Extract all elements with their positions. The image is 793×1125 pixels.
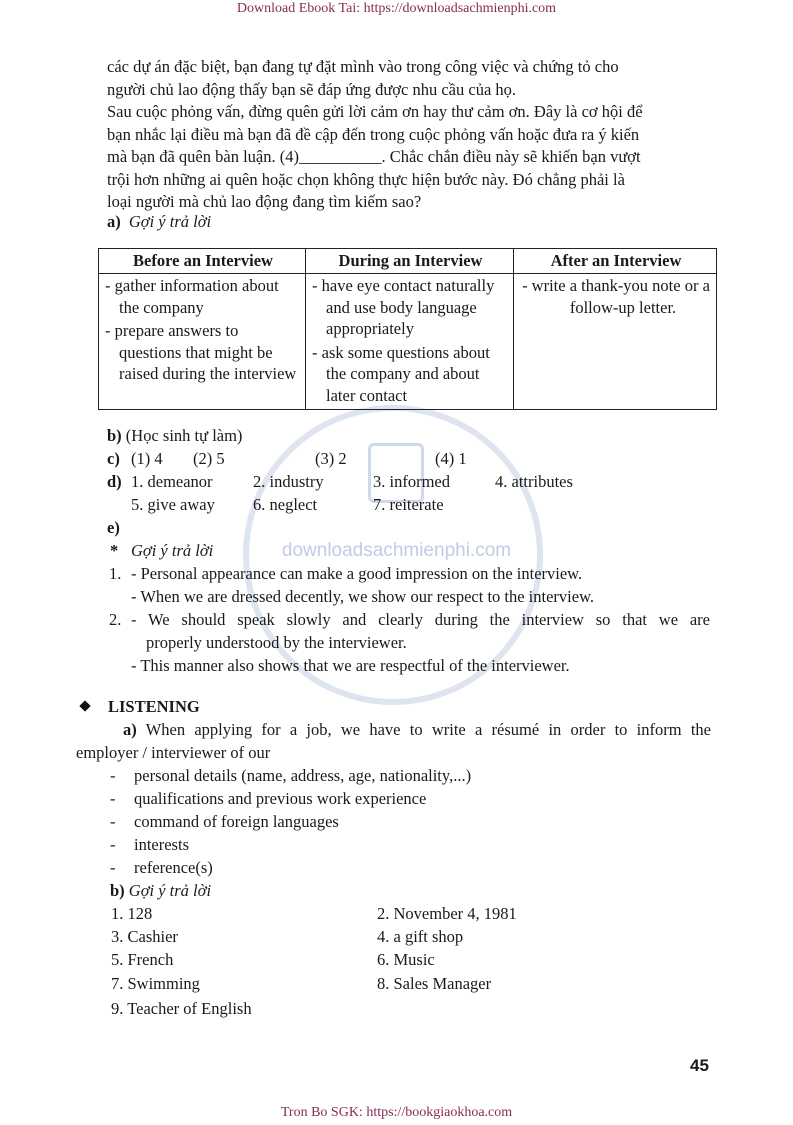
list-item-dash: - bbox=[110, 835, 116, 854]
section-e-label: e) bbox=[107, 518, 120, 537]
listening-a-text: When applying for a job, we have to write a résumé in order to inform the bbox=[145, 720, 711, 739]
section-e-hint: Gợi ý trả lời bbox=[131, 541, 214, 560]
section-e-star: * bbox=[110, 541, 119, 560]
listening-answer: 4. a gift shop bbox=[377, 927, 464, 946]
intro-line: Sau cuộc phỏng vấn, đừng quên gửi lời cảm ơn hay thư cảm ơn. Đây là cơ hội để bbox=[107, 102, 643, 121]
interview-table bbox=[98, 248, 717, 410]
diamond-bullet-icon bbox=[79, 700, 90, 711]
section-a-hint: Gợi ý trả lời bbox=[128, 212, 212, 231]
listening-b-label: b) bbox=[110, 881, 125, 900]
listening-answer: 6. Music bbox=[377, 950, 435, 969]
list-item: command of foreign languages bbox=[134, 812, 339, 831]
table-header-during: During an Interview bbox=[306, 249, 514, 274]
table-item: - ask some questions about the company and about later contact bbox=[312, 342, 490, 405]
listening-answer: 7. Swimming bbox=[111, 974, 200, 993]
section-e-number: 1. bbox=[109, 564, 122, 583]
section-d-answer: 1. demeanor bbox=[131, 472, 213, 491]
section-b-label: b) bbox=[107, 426, 122, 445]
list-item-dash: - bbox=[110, 766, 116, 785]
section-c-answer: (3) 2 bbox=[315, 449, 347, 468]
listening-a-line2: employer / interviewer of our bbox=[76, 743, 271, 762]
listening-answer: 9. Teacher of English bbox=[111, 999, 252, 1018]
list-item: reference(s) bbox=[134, 858, 213, 877]
intro-line: trội hơn những ai quên hoặc chọn không thực hiện bước này. Đó chẳng phải là bbox=[107, 169, 625, 189]
section-a-heading bbox=[107, 211, 211, 234]
list-item: qualifications and previous work experience bbox=[134, 789, 427, 808]
table-header-before: Before an Interview bbox=[99, 249, 306, 274]
listening-answer: 8. Sales Manager bbox=[377, 974, 492, 993]
section-e-line: - When we are dressed decently, we show our respect to the interview. bbox=[131, 587, 595, 606]
listening-answer: 3. Cashier bbox=[111, 927, 178, 946]
list-item: interests bbox=[134, 835, 189, 854]
section-e-number: 2. bbox=[109, 610, 122, 629]
intro-line: người chủ lao động thấy bạn sẽ đáp ứng được nhu cầu của họ. bbox=[107, 79, 517, 99]
listening-a-label: a) bbox=[123, 720, 137, 739]
table-item: - gather information about the company bbox=[105, 276, 279, 317]
top-banner-link[interactable]: Download Ebook Tai: https://downloadsachmienphi.com bbox=[236, 1, 557, 16]
listening-b-heading bbox=[110, 880, 211, 903]
intro-line: mà bạn đã quên bàn luận. (4)__________. Chắc chắn điều này sẽ khiến bạn vượt bbox=[107, 147, 641, 166]
table-cell-after bbox=[514, 274, 717, 410]
section-c-label: c) bbox=[107, 449, 120, 468]
section-e-line: - This manner also shows that we are respectful of the interviewer. bbox=[131, 656, 570, 675]
section-d-answer: 5. give away bbox=[131, 495, 215, 514]
section-c-answer: (1) 4 bbox=[131, 449, 163, 468]
section-c-answer: (4) 1 bbox=[435, 449, 467, 468]
listening-b-hint: Gợi ý trả lời bbox=[128, 881, 212, 900]
section-d-answer: 2. industry bbox=[253, 472, 324, 491]
table-row bbox=[99, 274, 717, 410]
page-number: 45 bbox=[690, 1056, 709, 1075]
section-b bbox=[107, 425, 242, 448]
section-d-answer: 3. informed bbox=[373, 472, 450, 491]
intro-paragraph bbox=[107, 56, 710, 214]
section-e-line: properly understood by the interviewer. bbox=[146, 633, 407, 652]
listening-title: LISTENING bbox=[108, 697, 200, 716]
list-item-dash: - bbox=[110, 858, 116, 877]
section-c-answer: (2) 5 bbox=[193, 449, 225, 468]
section-b-text: (Học sinh tự làm) bbox=[125, 426, 243, 445]
list-item-dash: - bbox=[110, 812, 116, 831]
intro-line: các dự án đặc biệt, bạn đang tự đặt mình vào trong công việc và chứng tỏ cho bbox=[107, 57, 619, 76]
table-cell-before bbox=[99, 274, 306, 410]
intro-line: loại người mà chủ lao động đang tìm kiếm sao? bbox=[107, 192, 422, 211]
listening-answer: 5. French bbox=[111, 950, 174, 969]
table-cell-during bbox=[306, 274, 514, 410]
list-item-dash: - bbox=[110, 789, 116, 808]
listening-answer: 2. November 4, 1981 bbox=[377, 904, 517, 923]
bottom-banner-link[interactable]: Tron Bo SGK: https://bookgiaokhoa.com bbox=[280, 1105, 513, 1120]
watermark-text: downloadsachmienphi.com bbox=[281, 540, 512, 561]
table-header-after: After an Interview bbox=[514, 249, 717, 274]
list-item: personal details (name, address, age, nationality,...) bbox=[134, 766, 472, 785]
section-e-line: - Personal appearance can make a good impression on the interview. bbox=[131, 564, 583, 583]
section-d-answer: 6. neglect bbox=[253, 495, 318, 514]
table-item: - write a thank-you note or a follow-up letter. bbox=[522, 276, 710, 317]
table-item: - have eye contact naturally and use body language appropriately bbox=[312, 276, 495, 338]
listening-a-line bbox=[123, 719, 711, 742]
section-d-answer: 4. attributes bbox=[495, 472, 573, 491]
listening-answer: 1. 128 bbox=[111, 904, 153, 923]
section-e-line: - We should speak slowly and clearly during the interview so that we are bbox=[131, 610, 710, 629]
section-d-label: d) bbox=[107, 472, 122, 491]
table-item: - prepare answers to questions that might be raised during the interview bbox=[105, 321, 297, 383]
table-header-row bbox=[99, 249, 717, 274]
intro-line: bạn nhắc lại điều mà bạn đã đề cập đến trong cuộc phỏng vấn hoặc đưa ra ý kiến bbox=[107, 124, 640, 144]
section-a-label: a) bbox=[107, 212, 121, 231]
section-d-answer: 7. reiterate bbox=[373, 495, 444, 514]
